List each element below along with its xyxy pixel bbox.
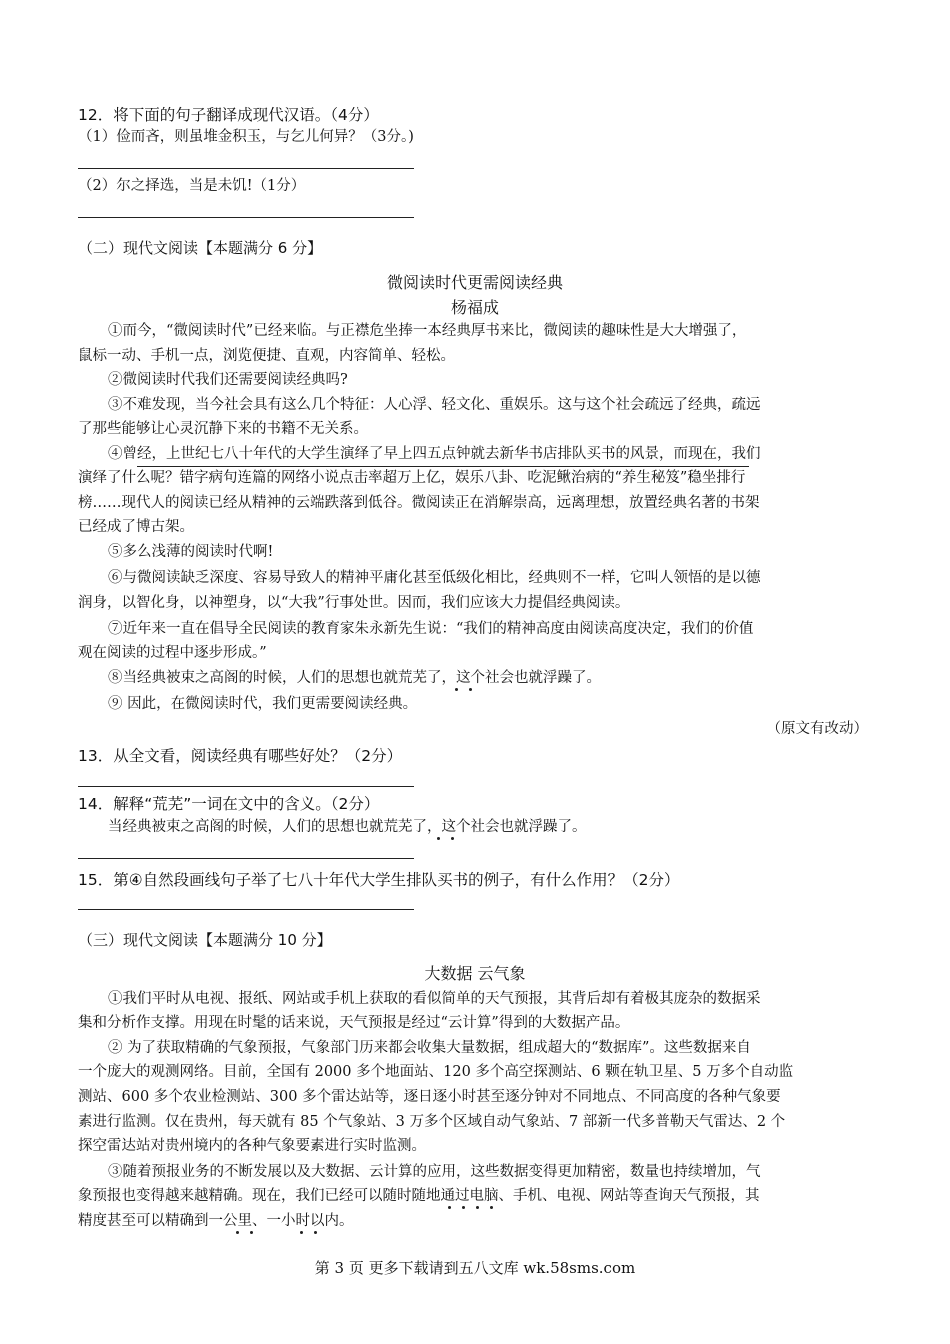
section2-header: （二）现代文阅读【本题满分 6 分】 — [78, 239, 323, 257]
s2-line-12: 润身，以智化身，以神塑身，以“大我”行事处世。因而，我们应该大力提倡经典阅读。 — [78, 595, 630, 611]
q12-part1-text: （1）俭而吝，则虽堆金积玉，与乞儿何异？（3分。 — [78, 129, 409, 145]
emphasis-dot — [455, 688, 458, 691]
s3-line-2: 集和分析作支撑。用现在时髦的话来说，天气预报是经过“云计算”得到的大数据产品。 — [78, 1015, 630, 1031]
s3-line-9: 象预报也变得越来越精确。现在，我们已经可以随时随地通过电脑、手机、电视、网站等查询天气预报，其 — [78, 1188, 760, 1204]
emphasis-dot — [490, 1206, 493, 1209]
s2-line-10: ⑤多么浅薄的阅读时代啊! — [108, 544, 274, 560]
s2-line-1: ①而今，“微阅读时代”已经来临。与正襟危坐捧一本经典厚书来比，微阅读的趣味性是大大增强了， — [108, 323, 747, 339]
q13-title: 13．从全文看，阅读经典有哪些好处？（2分） — [78, 747, 403, 765]
emphasis-dot — [451, 837, 454, 840]
s2-line-9: 已经成了博古架。 — [78, 519, 194, 535]
s3-line-4: 一个庞大的观测网络。目前，全国有 2000 多个地面站、120 多个高空探测站、6 颗在轨卫星、5 万多个自动监 — [78, 1064, 794, 1080]
section2-author: 杨福成 — [450, 298, 499, 317]
emphasis-dot — [236, 1231, 239, 1234]
q12-part1-end: ) — [408, 129, 414, 145]
q12-part1 — [78, 125, 414, 149]
s3-line-3: ② 为了获取精确的气象预报，气象部门历来都会收集大量数据，组成超大的“数据库”。这些数据来自 — [108, 1040, 751, 1056]
s3-line-8: ③随着预报业务的不断发展以及大数据、云计算的应用，这些数据变得更加精密，数量也持续增加，气 — [108, 1164, 761, 1180]
s2-line-6: ④曾经，上世纪七八十年代的大学生演绎了早上四五点钟就去新华书店排队买书的风景，而现在，我们 — [108, 446, 761, 462]
answer-line-12-2 — [78, 217, 414, 218]
s2-line-8: 榜……现代人的阅读已经从精神的云端跌落到低谷。微阅读正在消解崇高，远离理想，放置经典名著的书架 — [78, 495, 760, 511]
emphasis-dot — [437, 837, 440, 840]
s3-line-5: 测站、600 多个农业检测站、300 多个雷达站等，逐日逐小时甚至逐分钟对不同地点、不同高度的各种气象要 — [78, 1089, 781, 1105]
emphasis-dot — [448, 1206, 451, 1209]
s3-line-7: 探空雷达站对贵州境内的各种气象要素进行实时监测。 — [78, 1138, 426, 1154]
s2-line-11: ⑥与微阅读缺乏深度、容易导致人的精神平庸化甚至低级化相比，经典则不一样，它叫人领悟的是以德 — [108, 570, 761, 586]
s2-line-7: 演绎了什么呢？错字病句连篇的网络小说点击率超万上亿，娱乐八卦、吃泥鳅治病的“养生秘笈”稳坐排行 — [78, 470, 746, 486]
s2-line-16: ⑨ 因此，在微阅读时代，我们更需要阅读经典。 — [108, 696, 418, 712]
q12-part2: （2）尔之择选，当是未饥!（1分） — [78, 178, 306, 194]
answer-line-14 — [78, 858, 414, 859]
emphasis-dot — [476, 1206, 479, 1209]
s3-line-10: 精度甚至可以精确到一公里、一小时以内。 — [78, 1213, 354, 1229]
source-note: （原文有改动） — [766, 721, 868, 737]
section3-header: （三）现代文阅读【本题满分 10 分】 — [78, 931, 332, 949]
s3-line-6: 素进行监测。仅在贵州，每天就有 85 个气象站、3 万多个区域自动气象站、7 部新一代多普勒天气雷达、2 个 — [78, 1114, 786, 1130]
s2-line-3: ②微阅读时代我们还需要阅读经典吗? — [108, 372, 348, 388]
s2-line-14: 观在阅读的过程中逐步形成。” — [78, 645, 267, 661]
emphasis-dot — [462, 1206, 465, 1209]
q14-quote: 当经典被束之高阁的时候，人们的思想也就荒芜了，这个社会也就浮躁了。 — [108, 819, 587, 835]
emphasis-dot — [469, 688, 472, 691]
answer-line-13 — [78, 786, 414, 787]
s2-line-2: 鼠标一动、手机一点，浏览便捷、直观，内容简单、轻松。 — [78, 348, 455, 364]
emphasis-dot — [300, 1231, 303, 1234]
section3-title: 大数据 云气象 — [424, 964, 526, 983]
s2-line-5: 了那些能够让心灵沉静下来的书籍不无关系。 — [78, 421, 368, 437]
section2-title: 微阅读时代更需阅读经典 — [386, 273, 563, 292]
emphasis-dot — [314, 1231, 317, 1234]
s2-line-15: ⑧当经典被束之高阁的时候，人们的思想也就荒芜了，这个社会也就浮躁了。 — [108, 670, 601, 686]
answer-line-12-1 — [78, 168, 414, 169]
emphasis-dot — [250, 1231, 253, 1234]
page-footer: 第 3 页 更多下载请到五八文库 wk.58sms.com — [314, 1259, 636, 1277]
q14-title: 14．解释“荒芜”一词在文中的含义。（2分） — [78, 795, 380, 813]
s3-line-1: ①我们平时从电视、报纸、网站或手机上获取的看似简单的天气预报，其背后却有着极其庞杂的数据采 — [108, 991, 761, 1007]
s2-line-13: ⑦近年来一直在倡导全民阅读的教育家朱永新先生说：“我们的精神高度由阅读高度决定，我们的价值 — [108, 621, 754, 637]
s2-line-4: ③不难发现，当今社会具有这么几个特征：人心浮、轻文化、重娱乐。这与这个社会疏远了经典，疏远 — [108, 397, 761, 413]
q12-title: 12．将下面的句子翻译成现代汉语。（4分） — [78, 106, 379, 124]
answer-line-15 — [78, 909, 414, 910]
q15-title: 15．第④自然段画线句子举了七八十年代大学生排队买书的例子，有什么作用？（2分） — [78, 871, 680, 889]
